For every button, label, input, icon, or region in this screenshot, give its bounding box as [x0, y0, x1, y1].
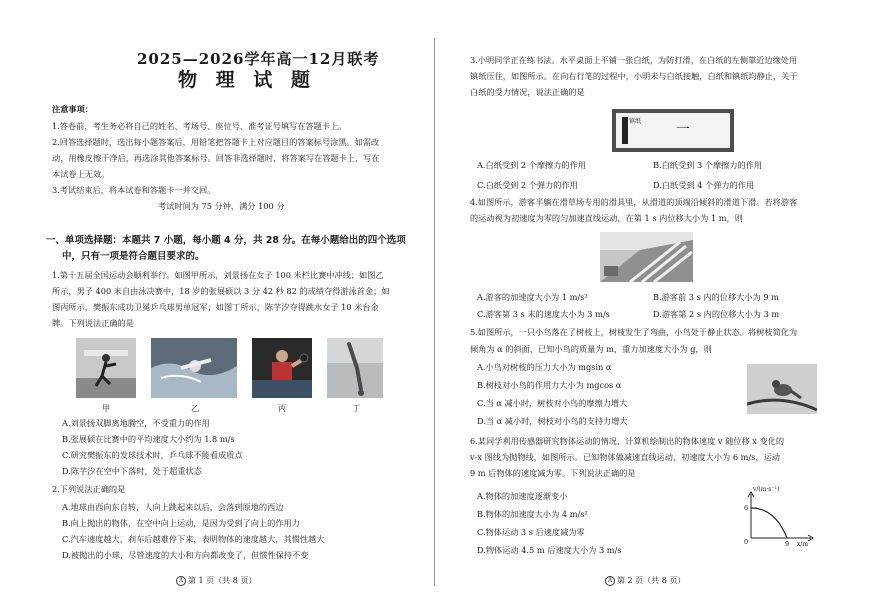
question-6-text: 6.某同学利用传感器研究物体运动的情况，计算机绘制出的物体速度 v 随位移 x 变化的: [470, 436, 785, 446]
bird-photo: [747, 364, 817, 414]
page-footer: [176, 575, 256, 586]
exam-subject: 物 理 试 题: [178, 69, 316, 91]
q3-option-b: B.白纸受到 3 个摩擦力的作用: [653, 160, 763, 170]
q2-option-c: C.汽车速度越大，刹车后越难停下来，表明物体的速度越大，其惯性越大: [62, 534, 325, 544]
question-1-text: 1.第十五届全国运动会顺利举行。如图甲所示，刘景扬在女子 100 米栏比赛中冲线；如图乙: [52, 270, 384, 280]
q4-option-a: A.游客的加速度大小为 1 m/s²: [477, 292, 588, 302]
section-title: 一、单项选择题：本题共 7 小题，每小题 4 分，共 28 分。在每小题给出的四个选项: [46, 235, 406, 246]
notice-line: 2.回答选择题时，选出每小题答案后，用铅笔把答题卡上对应题目的答案标号涂黑。如需改: [52, 137, 380, 147]
paperweight-label: 镇纸: [629, 118, 642, 125]
exam-title: 2025—2026学年高一12月联考: [137, 50, 380, 68]
q3-option-d: D.白纸受到 4 个弹力的作用: [653, 180, 755, 190]
q5-option-d: D.当 α 减小时，树枝对小鸟的支持力增大: [477, 416, 628, 426]
question-4-text: 4.如图所示，游客半躺在滑草场专用的滑具里，从滑道的顶端沿倾斜的滑道下滑。若将游客: [470, 197, 798, 207]
question-3-text: 镇纸压住，如图所示。在向右行笔的过程中，小明未与白纸接触，白纸和镇纸均静止，关于: [470, 71, 798, 81]
time-note: 考试时间为 75 分钟，满分 100 分: [158, 201, 285, 211]
notice-line: 3.考试结束后，将本试卷和答题卡一并交回。: [52, 185, 216, 195]
q2-option-a: A.地球由西向东自转，人向上跳起来以后，会落到原地的西边: [62, 502, 284, 512]
notice-line: 动，用橡皮擦干净后，再选涂其他答案标号。回答非选择题时，将答案写在答题卡上，写在: [52, 153, 380, 163]
photo-label: 丁: [352, 403, 361, 413]
notice-line: 本试卷上无效。: [52, 169, 110, 179]
question-3-text: 白纸的受力情况，说法正确的是: [470, 87, 585, 97]
q1-option-a: A.刘景扬双脚离地腾空，不受重力的作用: [62, 418, 210, 428]
hurdles-photo: [76, 338, 136, 398]
photo-label: 甲: [102, 403, 111, 413]
q4-option-c: C.游客第 3 s 末的速度大小为 3 m/s: [477, 309, 610, 319]
notice-heading: 注意事项：: [52, 104, 93, 114]
photo-label: 乙: [191, 403, 200, 413]
v-x-curve: [751, 508, 787, 538]
question-6-text: 9 m 后物体的速度减为零。下列说法正确的是: [470, 468, 636, 478]
paperweight: [622, 117, 628, 144]
q5-option-a: A.小鸟对树枝的压力大小为 mgsin α: [477, 362, 612, 372]
table-tennis-photo: [252, 338, 312, 398]
question-3-text: 3.小明同学正在练书法。水平桌面上平铺一张白纸，为防打滑，在白纸的左侧靠近边缘处用: [470, 55, 798, 65]
q6-option-b: B.物体的加速度大小为 4 m/s²: [477, 509, 588, 519]
graph-x-end-label: 9: [785, 540, 790, 548]
swimming-photo: [151, 338, 237, 398]
notice-line: 1.答卷前，考生务必将自己的姓名、考场号、座位号、准考证号填写在答题卡上。: [52, 121, 347, 131]
q3-option-a: A.白纸受到 2 个摩擦力的作用: [477, 160, 586, 170]
footer-text: 第 1 页（共 8 页）: [188, 576, 257, 585]
question-1-text: 牌。下列说法正确的是: [52, 318, 134, 328]
q3-option-c: C.白纸受到 2 个弹力的作用: [477, 180, 578, 190]
q4-option-b: B.游客前 3 s 内的位移大小为 9 m: [653, 292, 779, 302]
graph-origin-label: 0: [744, 538, 749, 546]
photo-label: 丙: [278, 403, 287, 413]
section-title: 中，只有一项是符合题目要求的。: [62, 251, 205, 262]
q2-option-d: D.被抛出的小球，尽管速度的大小和方向都改变了，但惯性保持不变: [62, 550, 309, 560]
q4-option-d: D.游客第 2 s 内的位移大小为 3 m: [653, 309, 780, 319]
graph-ylabel: v/(m·s⁻¹): [753, 486, 780, 493]
q5-option-c: C.当 α 减小时，树枝对小鸟的摩擦力增大: [477, 398, 628, 408]
graph-xlabel: x/m: [797, 541, 809, 548]
question-1-text: 图丙所示，樊振东成功卫冕乒乓球男单冠军；如图丁所示，陈芋汐夺得跳水女子 10 米台金: [52, 302, 379, 312]
question-2-text: 2.下列说法正确的是: [52, 484, 126, 494]
q2-option-b: B.向上抛出的物体，在空中向上运动，是因为受到了向上的作用力: [62, 518, 300, 528]
q1-option-b: B.张展硕在比赛中的平均速度大小约为 1.8 m/s: [62, 434, 235, 444]
graph-v0-label: 6: [744, 504, 749, 512]
question-1-text: 所示，男子 400 米自由泳决赛中，18 岁的张展硕以 3 分 42 秒 82 的成绩夺得游泳首金；如: [52, 286, 390, 296]
diving-photo: [327, 338, 383, 398]
grass-slide-photo: [600, 232, 693, 282]
v-x-graph: [737, 488, 817, 546]
footer-badge: A: [605, 576, 615, 586]
question-5-text: 5.如图所示，一只小鸟落在了树枝上，树枝发生了弯曲，小鸟处于静止状态。将树枝简化为: [470, 327, 798, 337]
brush-stroke: 一: [676, 122, 690, 138]
question-5-text: 倾角为 α 的斜面，已知小鸟的质量为 m，重力加速度大小为 g，则: [470, 344, 712, 354]
calligraphy-figure: [612, 109, 734, 152]
question-6-text: v-x 图线为抛物线，如图所示。已知物体做减速直线运动，初速度大小为 6 m/s，运动: [470, 452, 780, 462]
page-2: [435, 0, 870, 615]
q1-option-d: D.陈芋汐在空中下落时，处于超重状态: [62, 466, 202, 476]
q6-option-d: D.物体运动 4.5 m 后速度大小为 3 m/s: [477, 545, 622, 555]
q5-option-b: B.树枝对小鸟的作用力大小为 mgcos α: [477, 380, 622, 390]
q6-option-a: A.物体的加速度逐渐变小: [477, 491, 568, 501]
footer-badge: A: [176, 576, 186, 586]
footer-text: 第 2 页（共 8 页）: [617, 576, 686, 585]
question-4-text: 的运动视为初速度为零的匀加速直线运动，在第 1 s 内位移大小为 1 m，则: [470, 213, 743, 223]
q6-option-c: C.物体运动 3 s 后速度减为零: [477, 527, 585, 537]
page-footer: [605, 575, 685, 586]
q1-option-c: C.研究樊振东的发球技术时，乒乓球不能看成质点: [62, 450, 243, 460]
